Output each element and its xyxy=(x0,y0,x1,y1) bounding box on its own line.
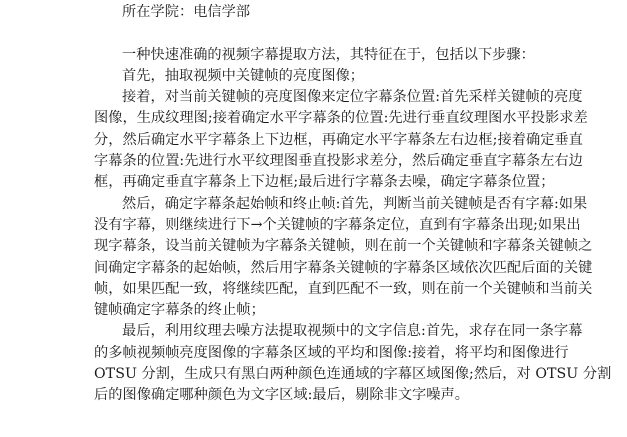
claim-intro: 一种快速准确的视频字幕提取方法，其特征在于，包括以下步骤： xyxy=(122,46,535,63)
step-3-line-4: 间确定字幕条的起始帧，然后用字幕条关键帧的字幕条区域依次匹配后面的关键 xyxy=(94,259,593,276)
step-4-line-1: 最后，利用纹理去噪方法提取视频中的文字信息:首先，求存在同一条字幕 xyxy=(122,323,583,340)
step-1: 首先，抽取视频中关键帧的亮度图像； xyxy=(122,67,365,84)
step-3-line-3: 现字幕条，设当前关键帧为字幕条关键帧，则在前一个关键帧和字幕条关键帧之 xyxy=(94,238,593,255)
step-3-line-5: 帧，如果匹配一致，将继续匹配，直到匹配不一致，则在前一个关键帧和当前关 xyxy=(94,280,593,297)
step-2-line-1: 接着，对当前关键帧的亮度图像来定位字幕条位置:首先采样关键帧的亮度 xyxy=(122,89,583,106)
step-3-line-6: 键帧确定字幕条的终止帧； xyxy=(94,302,265,319)
document-page xyxy=(94,2,612,407)
step-2-line-4: 字幕条的位置:先进行水平纹理图垂直投影求差分，然后确定垂直字幕条左右边 xyxy=(94,153,583,170)
step-2-line-2: 图像，生成纹理图;接着确定水平字幕条的位置:先进行垂直纹理图水平投影求差 xyxy=(94,110,588,127)
step-3-line-1: 然后，确定字幕条起始帧和终止帧:首先，判断当前关键帧是否有字幕:如果 xyxy=(122,195,588,212)
step-4-line-4: 后的图像确定哪种颜色为文字区域:最后，剔除非文字噪声。 xyxy=(94,387,470,404)
step-2-line-5: 框，再确定垂直字幕条上下边框;最后进行字幕条去噪，确定字幕条位置； xyxy=(94,174,555,191)
school-line: 所在学院：电信学部 xyxy=(122,4,251,20)
step-3-line-2: 没有字幕，则继续进行下→个关键帧的字幕条定位，直到有字幕条出现;如果出 xyxy=(94,216,581,233)
step-2-line-3: 分，然后确定水平字幕条上下边框，再确定水平字幕条左右边框;接着确定垂直 xyxy=(94,131,583,148)
step-4-line-3: OTSU 分割，生成只有黑白两种颜色连通域的字幕区域图像;然后，对 OTSU 分割 xyxy=(94,366,612,383)
step-4-line-2: 的多帧视频帧亮度图像的字幕条区域的平均和图像:接着，将平均和图像进行 xyxy=(94,344,569,361)
blank-line xyxy=(94,23,544,44)
